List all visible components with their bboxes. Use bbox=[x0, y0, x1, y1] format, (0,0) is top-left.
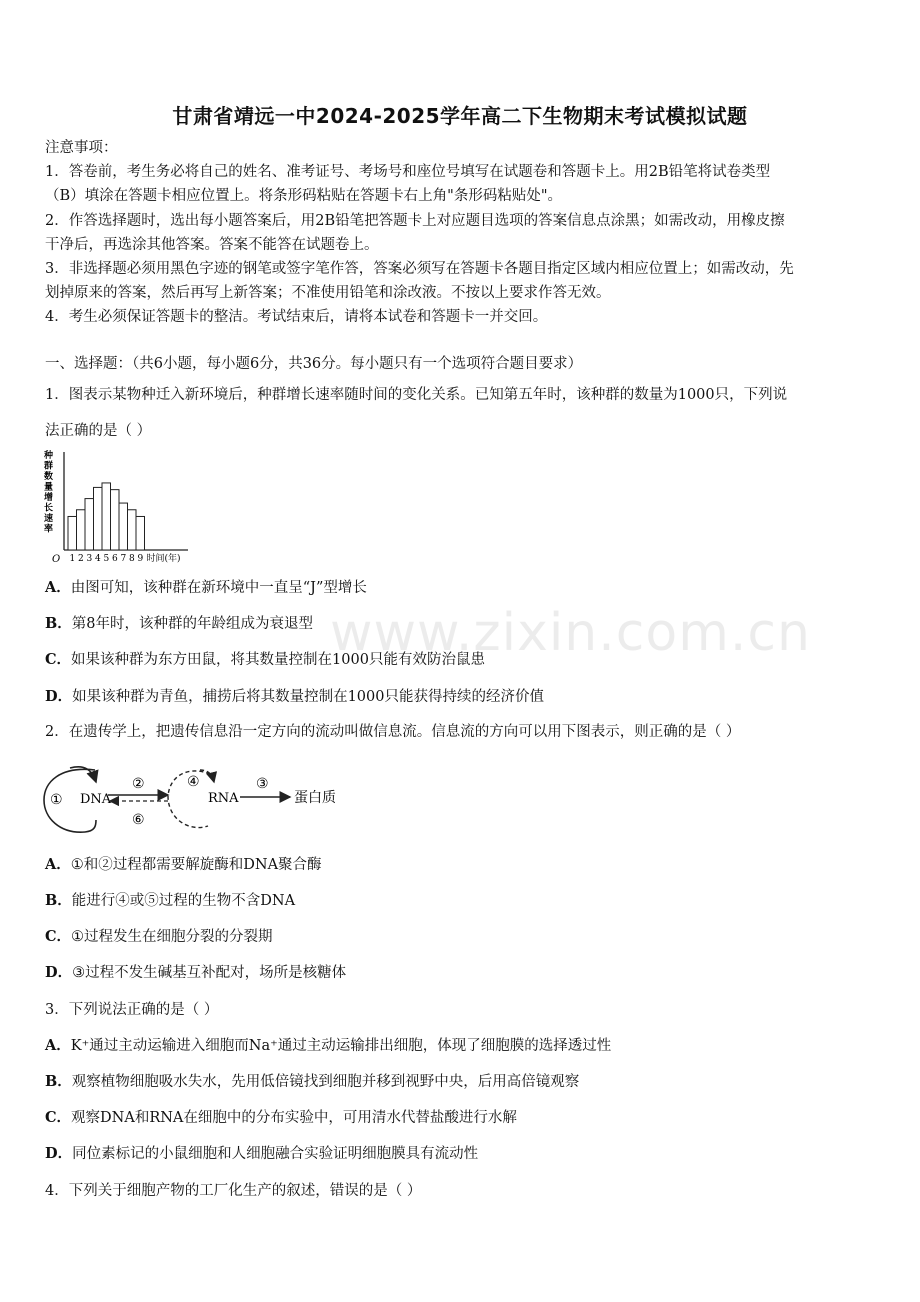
x-tick-label: 5 bbox=[103, 554, 110, 564]
label-c3: ③ bbox=[256, 776, 269, 792]
question-1-stem-cont: 法正确的是（ ） bbox=[45, 423, 152, 439]
question-3-stem: 3．下列说法正确的是（ ） bbox=[45, 1002, 219, 1018]
q2-option-c[interactable]: C．①过程发生在细胞分裂的分裂期 bbox=[45, 928, 273, 945]
bar bbox=[111, 490, 120, 550]
notice-line: （B）填涂在答题卡相应位置上。将条形码粘贴在答题卡右上角"条形码粘贴处"。 bbox=[45, 188, 562, 204]
page-title: 甘肃省靖远一中2024-2025学年高二下生物期末考试模拟试题 bbox=[172, 104, 748, 128]
bar bbox=[77, 510, 86, 550]
notice-line: 4．考生必须保证答题卡的整洁。考试结束后，请将本试卷和答题卡一并交回。 bbox=[45, 309, 548, 325]
q2-option-a[interactable]: A．①和②过程都需要解旋酶和DNA聚合酶 bbox=[45, 856, 322, 873]
growth-rate-bar-chart bbox=[40, 450, 200, 570]
label-c4: ④ bbox=[187, 774, 200, 790]
x-tick-label: 6 bbox=[112, 554, 118, 564]
bar bbox=[102, 483, 111, 550]
x-tick-label: 3 bbox=[86, 554, 93, 564]
label-c6: ⑥ bbox=[132, 812, 145, 828]
origin-label: O bbox=[52, 554, 61, 565]
bar bbox=[128, 510, 137, 550]
x-tick-label: 8 bbox=[129, 554, 135, 564]
protein-label: 蛋白质 bbox=[294, 790, 336, 806]
bar bbox=[85, 499, 94, 550]
notice-line: 2．作答选择题时，选出每小题答案后，用2B铅笔把答题卡上对应题目选项的答案信息点涂黑；如需改动，用橡皮擦 bbox=[45, 213, 785, 229]
section-heading: 一、选择题：（共6小题，每小题6分，共36分。每小题只有一个选项符合题目要求） bbox=[45, 356, 583, 372]
label-c1: ① bbox=[50, 792, 63, 808]
notice-heading: 注意事项： bbox=[45, 140, 118, 156]
q1-option-a[interactable]: A．由图可知，该种群在新环境中一直呈“J”型增长 bbox=[45, 579, 367, 596]
q2-option-d[interactable]: D．③过程不发生碱基互补配对，场所是核糖体 bbox=[45, 964, 347, 981]
q3-option-c[interactable]: C．观察DNA和RNA在细胞中的分布实验中，可用清水代替盐酸进行水解 bbox=[45, 1109, 517, 1126]
x-axis-label: 时间(年) bbox=[146, 554, 181, 564]
bar bbox=[136, 516, 145, 550]
x-tick-label: 1 bbox=[69, 554, 76, 564]
x-tick-label: 4 bbox=[95, 554, 101, 564]
q3-option-b[interactable]: B．观察植物细胞吸水失水，先用低倍镜找到细胞并移到视野中央，后用高倍镜观察 bbox=[45, 1073, 580, 1090]
rna-label: RNA bbox=[208, 791, 239, 806]
x-tick-label: 2 bbox=[78, 554, 84, 564]
notice-line: 3．非选择题必须用黑色字迹的钢笔或签字笔作答，答案必须写在答题卡各题目指定区域内相应位置上；如需改动，先 bbox=[45, 261, 794, 277]
bar bbox=[119, 503, 128, 550]
dna-label: DNA bbox=[80, 792, 112, 807]
bar bbox=[68, 516, 77, 550]
notice-line: 划掉原来的答案，然后再写上新答案；不准使用铅笔和涂改液。不按以上要求作答无效。 bbox=[45, 285, 611, 301]
question-4-stem: 4．下列关于细胞产物的工厂化生产的叙述，错误的是（ ） bbox=[45, 1183, 422, 1199]
watermark: www.zixin.com.cn bbox=[330, 603, 811, 663]
y-axis-label: 种群数量增长速率 bbox=[44, 451, 54, 535]
x-tick-label: 9 bbox=[137, 554, 144, 564]
q1-option-c[interactable]: C．如果该种群为东方田鼠，将其数量控制在1000只能有效防治鼠患 bbox=[45, 651, 485, 668]
bar bbox=[94, 487, 103, 550]
question-2-stem: 2．在遗传学上，把遗传信息沿一定方向的流动叫做信息流。信息流的方向可以用下图表示，则正确的是（ ） bbox=[45, 724, 741, 740]
q3-option-d[interactable]: D．同位素标记的小鼠细胞和人细胞融合实验证明细胞膜具有流动性 bbox=[45, 1145, 479, 1162]
q1-option-b[interactable]: B．第8年时，该种群的年龄组成为衰退型 bbox=[45, 615, 313, 632]
q3-option-a[interactable]: A．K⁺通过主动运输进入细胞而Na⁺通过主动运输排出细胞，体现了细胞膜的选择透过性 bbox=[45, 1037, 612, 1054]
notice-line: 1．答卷前，考生务必将自己的姓名、准考证号、考场号和座位号填写在试题卷和答题卡上。用2B铅笔将试卷类型 bbox=[45, 164, 771, 180]
notice-line: 干净后，再选涂其他答案。答案不能答在试题卷上。 bbox=[45, 237, 379, 253]
x-tick-label: 7 bbox=[120, 554, 127, 564]
information-flow-diagram bbox=[40, 760, 350, 840]
label-c2: ② bbox=[132, 776, 145, 792]
question-1-stem: 1．图表示某物种迁入新环境后，种群增长速率随时间的变化关系。已知第五年时，该种群的数量为1000只，下列说 bbox=[45, 387, 788, 403]
q1-option-d[interactable]: D．如果该种群为青鱼，捕捞后将其数量控制在1000只能获得持续的经济价值 bbox=[45, 688, 544, 705]
q2-option-b[interactable]: B．能进行④或⑤过程的生物不含DNA bbox=[45, 892, 296, 909]
